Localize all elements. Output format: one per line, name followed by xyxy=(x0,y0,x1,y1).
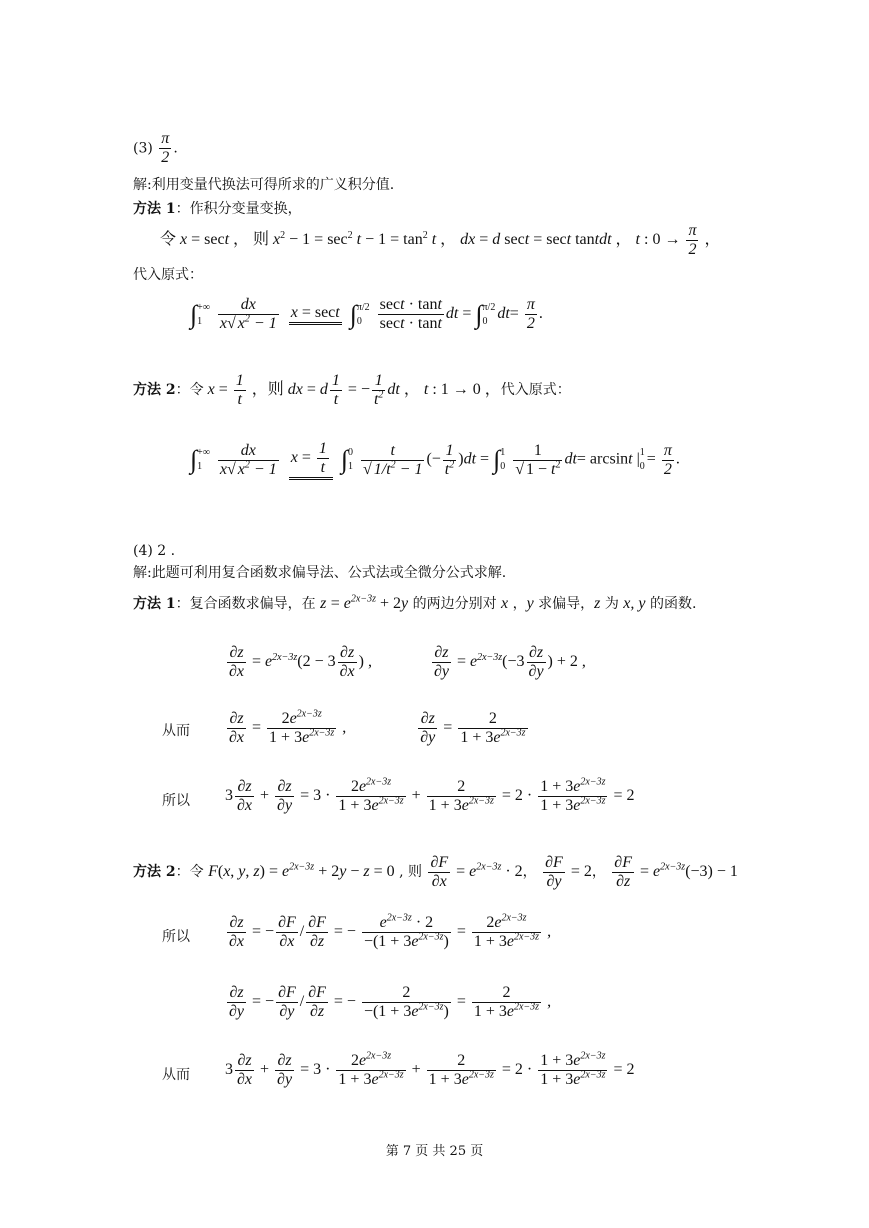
method2-integral-equation: ∫+∞ 1 $\frac{dx}{x√ x^2 - 1}$ x = $\frac{1}{t}$ ∫0 1 $\frac{t}{√ 1/t^2 - 1}$ (− $\frac{1}{t^2}$ )dt = ∫1 0 $\frac{1}{√ 1 - t^2}$ dt= arcsint |1 0 = $\frac{\pi}{2}$ . xyxy=(190,440,680,480)
sum-result-2: 3 $\frac{\partial z}{\partial x}$ + $\frac{\partial z}{\partial y}$ = 3 · $\frac{2e^{2x-3z}}{1 + 3e^{2x-3z}}$ + $\frac{2}{1 + 3e^{2x-3z}}$ = 2 · $\frac{1 + 3e^{2x-3z}}{1 + 3e^{2x-3z}}$ = 2 xyxy=(225,1050,635,1088)
partial-derivatives-row2: $\frac{\partial z}{\partial x}$ = $\frac{2e^{2x-3z}}{1 + 3e^{2x-3z}}$ , $\frac{\partial z}{\partial y}$ = $\frac{2}{1 + 3e^{2x-3z}}$ xyxy=(229,708,526,746)
from-label-2: 从而 xyxy=(162,1067,190,1083)
problem4-number: (4) 2 . xyxy=(133,543,176,559)
problem3-intro: 解:利用变量代换法可得所求的广义积分值. xyxy=(133,177,395,193)
problem3-header: (3) $\frac{\pi}{2}$ . xyxy=(133,130,178,166)
problem3-plugin: 代入原式： xyxy=(133,267,203,283)
so-label-1: 所以 xyxy=(162,793,190,809)
implicit-dz-dy: $\frac{\partial z}{\partial y}$ = − $\frac{\partial F}{\partial y}$ / $\frac{\partial F}{\partial z}$ = − $\frac{2}{-(1 + 3e^{2x-3z})}$ = $\frac{2}{1 + 3e^{2x-3z}}$ , xyxy=(229,984,552,1020)
problem4-intro: 解:此题可利用复合函数求偏导法、公式法或全微分公式求解. xyxy=(133,565,507,581)
problem3-number: (3) xyxy=(133,140,153,157)
page-footer: 第 7 页 共 25 页 xyxy=(385,1144,484,1159)
problem3-answer: $\frac{\pi}{2}$ xyxy=(161,130,170,166)
partial-derivatives-row1: $\frac{\partial z}{\partial x}$ = $e^{2x-3z}(2 - 3$ $\frac{\partial z}{\partial x}$ ) , $\frac{\partial z}{\partial y}$ = $e^{2x-3z}(-3$ $\frac{\partial z}{\partial y}$ ) + 2 , xyxy=(229,644,586,680)
problem4-method1: 方法 1：复合函数求偏导，在 $z = e^{2x-3z} + 2y$ 的两边分别对 x ，y 求偏导，z 为 x, y 的函数. xyxy=(133,593,697,612)
problem4-method2: 方法 2：令 F(x, y, $z) = e^{2x-3z} + 2y - z = 0$ , 则 $\frac{\partial F}{\partial x}$ = $e^{2x-3z} \cdot 2$， $\frac{\partial F}{\partial y}$ = 2， $\frac{\partial F}{\partial z}$ = $e^{2x-3z}(-3) - 1$ xyxy=(133,854,738,890)
sum-result-1: 3 $\frac{\partial z}{\partial x}$ + $\frac{\partial z}{\partial y}$ = 3 · $\frac{2e^{2x-3z}}{1 + 3e^{2x-3z}}$ + $\frac{2}{1 + 3e^{2x-3z}}$ = 2 · $\frac{1 + 3e^{2x-3z}}{1 + 3e^{2x-3z}}$ = 2 xyxy=(225,776,635,814)
problem3-method2: 方法 2：令 x = $\frac{1}{t}$ ，则 dx = d $\frac{1}{t}$ = − $\frac{1}{t^2}$ dt ， t : 1 → 0 ，代入原式： xyxy=(133,372,571,408)
method1-integral-equation: ∫+∞ 1 $\frac{dx}{x√ x^2 - 1}$ x = sect ∫π/2 0 $\frac{\sec t \cdot \tan t}{\sec t \cdot \tan t}$ dt = ∫π/2 0 dt= $\frac{\pi}{2}$ . xyxy=(190,296,543,332)
so-label-2: 所以 xyxy=(162,929,190,945)
problem3-substitution: 令 x = sect ， 则 $x^2 - 1 = \sec^2 t - 1 = \tan^2 t$ ， dx = d sect = sect tantdt ， t : 0 → $\frac{\pi}{2}$ ， xyxy=(160,222,721,258)
implicit-dz-dx: $\frac{\partial z}{\partial x}$ = − $\frac{\partial F}{\partial x}$ / $\frac{\partial F}{\partial z}$ = − $\frac{e^{2x-3z} \cdot 2}{-(1 + 3e^{2x-3z})}$ = $\frac{2e^{2x-3z}}{1 + 3e^{2x-3z}}$ , xyxy=(229,912,552,950)
from-label-1: 从而 xyxy=(162,723,190,739)
problem3-method1: 方法 1：作积分变量变换， xyxy=(133,201,302,217)
